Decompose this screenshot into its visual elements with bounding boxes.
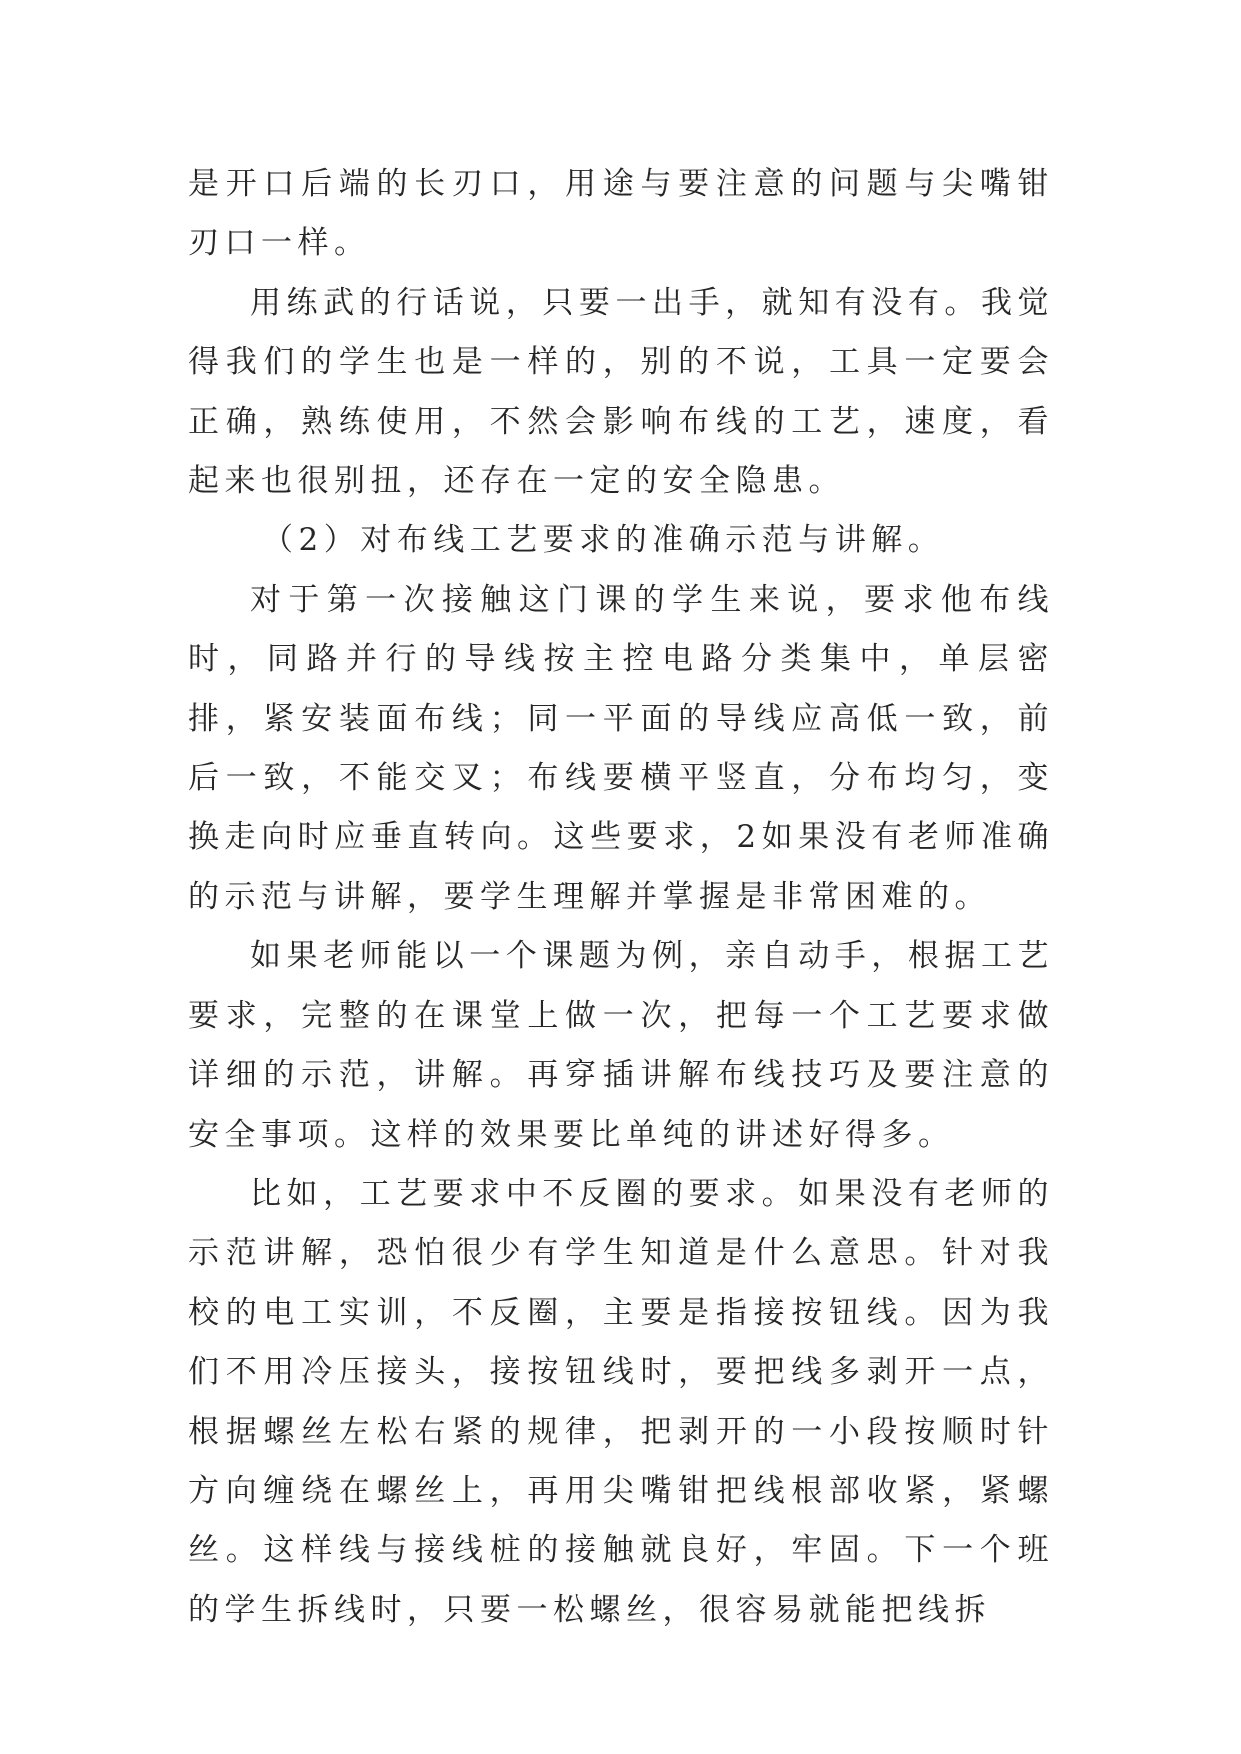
body-text [188, 155, 1054, 1640]
paragraph-tool-usage: 用练武的行话说，只要一出手，就知有没有。我觉得我们的学生也是一样的，别的不说，工具一定要会正确，熟练使用，不然会影响布线的工艺，速度，看起来也很别扭，还存在一定的安全隐患。 [188, 284, 1054, 500]
paragraph-wiring-requirements: 对于第一次接触这门课的学生来说，要求他布线时，同路并行的导线按主控电路分类集中，单层密排，紧安装面布线；同一平面的导线应高低一致，前后一致，不能交叉；布线要横平竖直，分布均匀，变换走向时应垂直转向。这些要求，2如果没有老师准确的示范与讲解，要学生理解并掌握是非常困难的。 [188, 581, 1054, 915]
paragraph-teacher-demonstration: 如果老师能以一个课题为例，亲自动手，根据工艺要求，完整的在课堂上做一次，把每一个工艺要求做详细的示范，讲解。再穿插讲解布线技巧及要注意的安全事项。这样的效果要比单纯的讲述好得多。 [188, 938, 1054, 1153]
paragraph-continuation: 是开口后端的长刃口，用途与要注意的问题与尖嘴钳刃口一样。 [188, 166, 1054, 262]
section-heading: （2）对布线工艺要求的准确示范与讲解。 [262, 522, 945, 559]
paragraph-example: 比如，工艺要求中不反圈的要求。如果没有老师的示范讲解，恐怕很少有学生知道是什么意思。针对我校的电工实训，不反圈，主要是指接按钮线。因为我们不用冷压接头，接按钮线时，要把线多剥开一点，根据螺丝左松右紧的规律，把剥开的一小段按顺时针方向缠绕在螺丝上，再用尖嘴钳把线根部收紧，紧螺丝。这样线与接线桩的接触就良好，牢固。下一个班的学生拆线时，只要一松螺丝，很容易就能把线拆 [188, 1175, 1054, 1628]
